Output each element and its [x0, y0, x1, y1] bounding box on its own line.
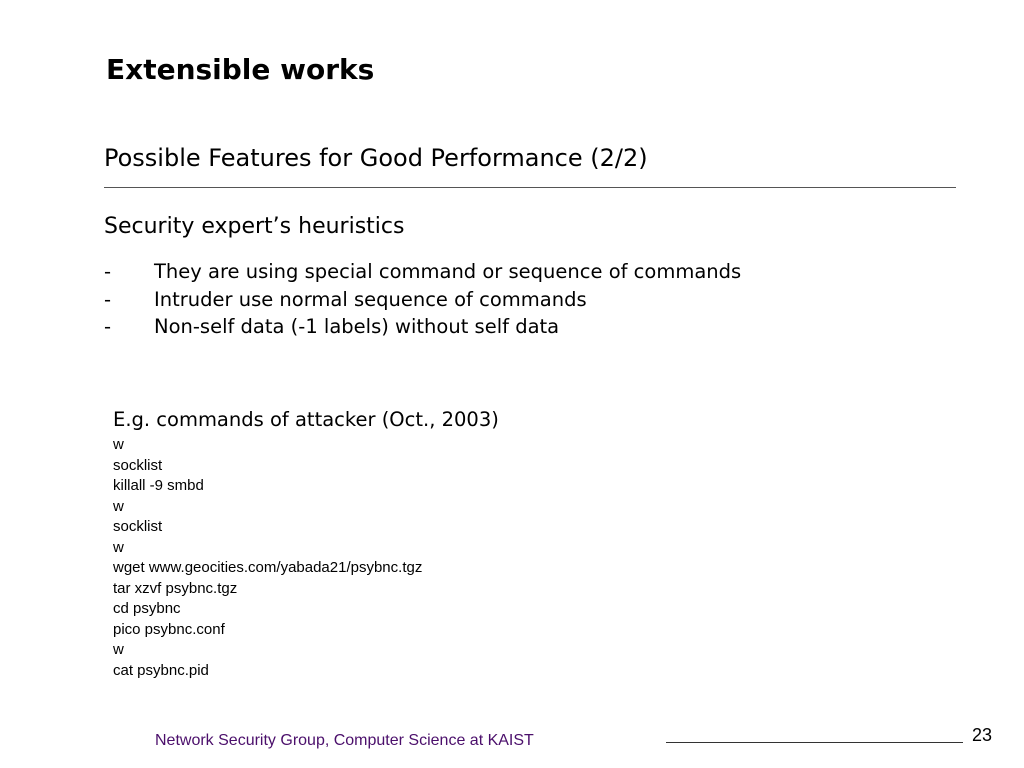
command-line: tar xzvf psybnc.tgz: [113, 579, 238, 597]
list-item: [104, 313, 741, 341]
command-line: w: [113, 641, 124, 658]
command-line: cd psybnc: [113, 600, 181, 617]
command-list: [113, 435, 499, 681]
footer-text: Network Security Group, Computer Science at KAIST: [155, 732, 534, 749]
page-number: 23: [972, 725, 993, 745]
bullet-text: Non-self data (-1 labels) without self data: [154, 315, 560, 338]
slide-subtitle: Possible Features for Good Performance (2/2): [104, 144, 648, 172]
example-block: [113, 405, 499, 681]
command-line: w: [113, 497, 124, 515]
command-line: w: [113, 538, 124, 556]
list-item: [104, 286, 741, 314]
bullet-dash: -: [104, 287, 112, 311]
slide-title: Extensible works: [106, 53, 375, 86]
command-line: cat psybnc.pid: [113, 661, 209, 679]
example-title: E.g. commands of attacker (Oct., 2003): [113, 408, 499, 431]
command-line: wget www.geocities.com/yabada21/psybnc.tgz: [113, 559, 423, 576]
bullet-dash: -: [104, 260, 112, 283]
subtitle-divider: [104, 187, 956, 188]
command-line: killall -9 smbd: [113, 477, 204, 494]
command-line: w: [113, 436, 124, 453]
bullet-dash: -: [104, 315, 112, 338]
list-item: [104, 258, 741, 286]
footer-divider: [666, 742, 963, 743]
section-heading: Security expert’s heuristics: [104, 214, 405, 239]
command-line: pico psybnc.conf: [113, 620, 225, 638]
command-line: socklist: [113, 518, 163, 535]
command-line: socklist: [113, 456, 163, 474]
bullet-text: Intruder use normal sequence of commands: [154, 287, 587, 311]
heuristics-list: [104, 258, 741, 341]
bullet-text: They are using special command or sequence of commands: [154, 260, 742, 283]
